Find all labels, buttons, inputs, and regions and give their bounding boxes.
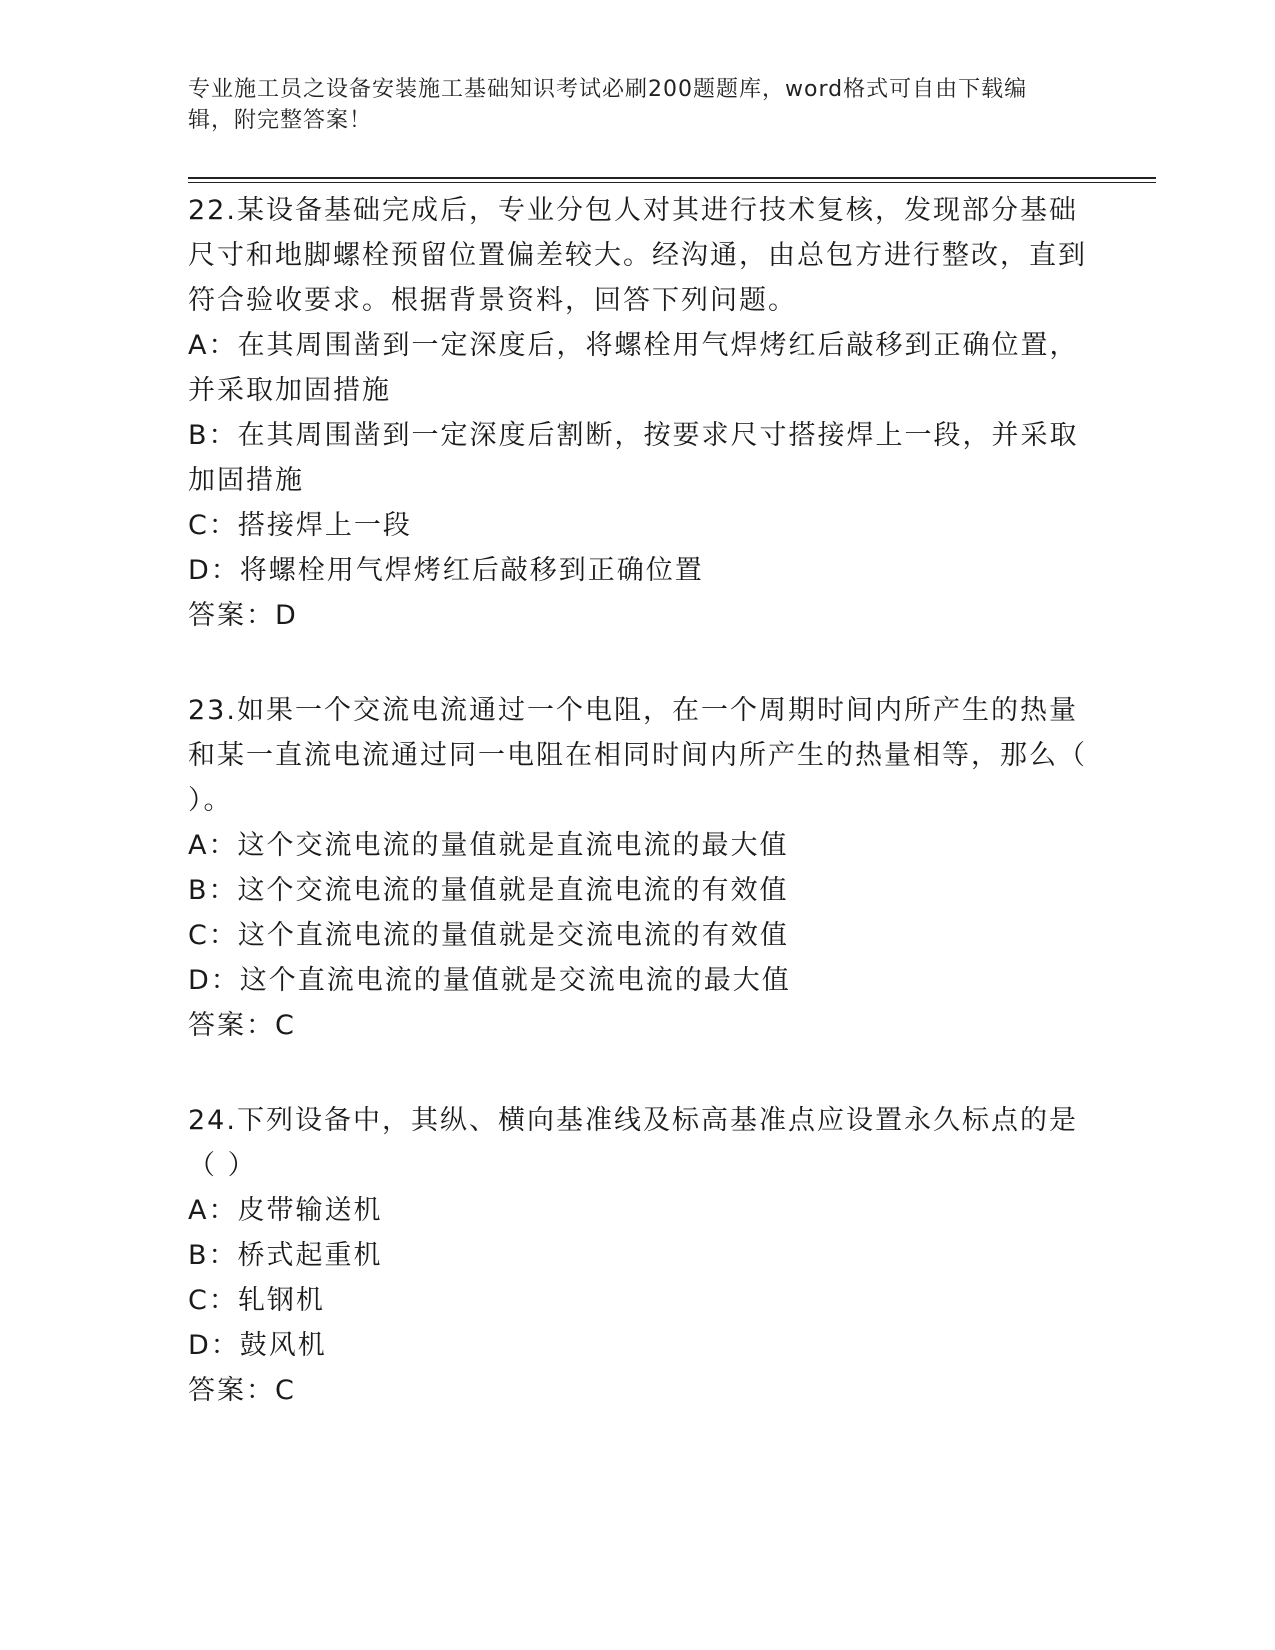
- page-header-title: 专业施工员之设备安装施工基础知识考试必刷200题题库，word格式可自由下载编辑，附完整答案！: [188, 77, 1028, 133]
- option-a: A：这个交流电流的量值就是直流电流的最大值: [188, 830, 789, 861]
- option-c: C：轧钢机: [188, 1285, 325, 1316]
- option-d: D：这个直流电流的量值就是交流电流的最大值: [188, 965, 791, 996]
- question-24: [188, 1098, 1088, 1413]
- option-a: A：在其周围凿到一定深度后，将螺栓用气焊烤红后敲移到正确位置，并采取加固措施: [188, 330, 1079, 406]
- answer-line: 答案：D: [188, 600, 298, 631]
- question-stem: 23.如果一个交流电流通过一个电阻，在一个周期时间内所产生的热量和某一直流电流通过同一电阻在相同时间内所产生的热量相等，那么（ ）。: [188, 695, 1087, 816]
- question-23: [188, 688, 1088, 1048]
- question-stem: 24.下列设备中，其纵、横向基准线及标高基准点应设置永久标点的是（ ）: [188, 1105, 1078, 1181]
- question-stem: 22.某设备基础完成后，专业分包人对其进行技术复核，发现部分基础尺寸和地脚螺栓预留位置偏差较大。经沟通，由总包方进行整改，直到符合验收要求。根据背景资料，回答下列问题。: [188, 195, 1087, 316]
- option-d: D：鼓风机: [188, 1330, 327, 1361]
- option-b: B：桥式起重机: [188, 1240, 383, 1271]
- header-divider-thin: [188, 182, 1156, 183]
- option-d: D：将螺栓用气焊烤红后敲移到正确位置: [188, 555, 704, 586]
- header-divider-thick: [188, 177, 1156, 179]
- option-a: A：皮带输送机: [188, 1195, 383, 1226]
- option-b: B：在其周围凿到一定深度后割断，按要求尺寸搭接焊上一段，并采取加固措施: [188, 420, 1079, 496]
- option-b: B：这个交流电流的量值就是直流电流的有效值: [188, 875, 789, 906]
- answer-line: 答案：C: [188, 1375, 296, 1406]
- option-c: C：这个直流电流的量值就是交流电流的有效值: [188, 920, 789, 951]
- question-22: [188, 188, 1088, 638]
- answer-line: 答案：C: [188, 1010, 296, 1041]
- option-c: C：搭接焊上一段: [188, 510, 412, 541]
